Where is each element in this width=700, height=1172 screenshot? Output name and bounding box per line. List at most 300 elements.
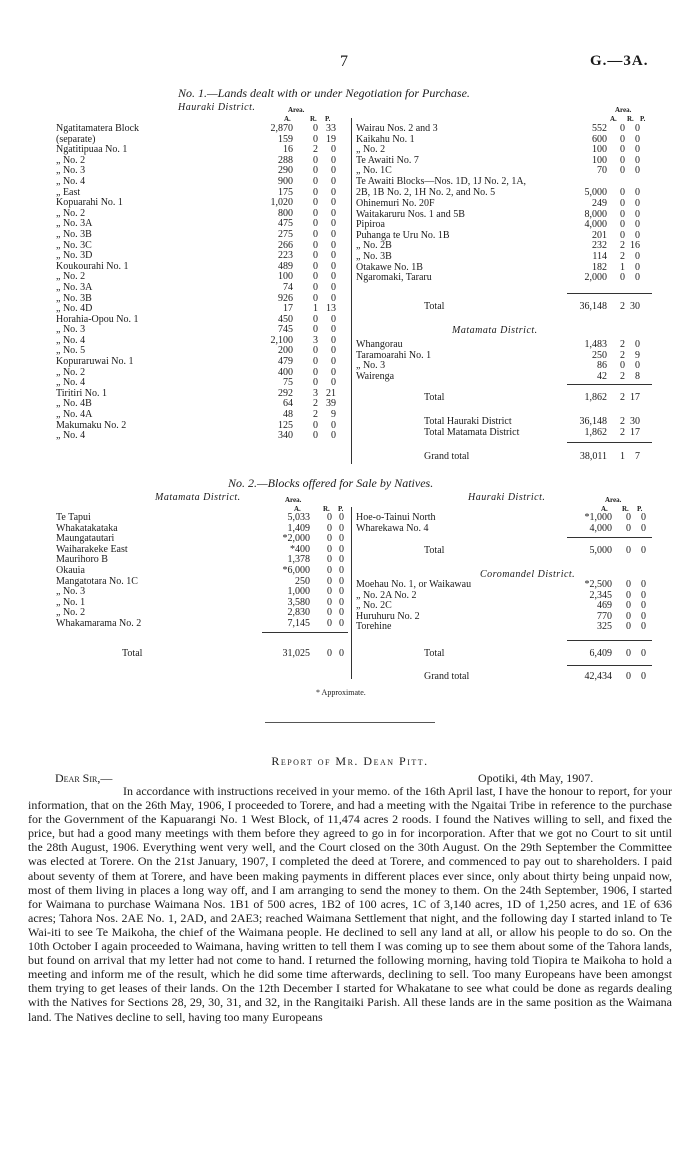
row-roods: 2 <box>620 349 625 361</box>
row-perches: 0 <box>331 313 336 325</box>
row-label: Maungatautari <box>56 533 115 545</box>
row-roods: 3 <box>313 334 318 346</box>
row-acres: 4,000 <box>589 522 612 534</box>
table2-grand-total-rule <box>567 665 652 666</box>
table-row <box>56 619 348 630</box>
row-acres: 290 <box>278 165 293 177</box>
row-perches: 0 <box>635 208 640 220</box>
row-label: „ No. 2 <box>56 207 86 219</box>
table2-left-col-r: R. <box>323 505 330 513</box>
table1-right-area-label: Area. <box>615 106 632 114</box>
row-perches: 0 <box>331 218 336 230</box>
row-roods: 0 <box>620 360 625 372</box>
row-roods: 2 <box>620 301 625 312</box>
table2-left-district: Matamata District. <box>155 492 241 503</box>
table-row <box>356 340 652 351</box>
row-acres: 5,033 <box>287 512 310 523</box>
row-label: Kopuarahi No. 1 <box>56 197 123 209</box>
row-label: Hoe-o-Tainui North <box>356 512 436 523</box>
table-row <box>356 210 652 221</box>
row-perches: 9 <box>331 409 336 421</box>
row-label: Makumaku No. 2 <box>56 419 127 431</box>
row-perches: 39 <box>326 398 336 410</box>
table1-title: No. 1.—Lands dealt with or under Negotiation for Purchase. <box>178 86 470 100</box>
table2-left-total-rule <box>262 632 348 633</box>
table-row <box>56 156 348 167</box>
row-acres: 86 <box>597 360 607 372</box>
table1-right-col-p: P. <box>640 115 646 123</box>
table2-coromandel-total-rule <box>567 640 652 641</box>
row-perches: 0 <box>635 219 640 231</box>
row-label: Ngatitamatera Block <box>56 123 140 134</box>
table-row <box>56 336 348 347</box>
table2-right-col-r: R. <box>622 505 629 513</box>
table2-coromandel-total <box>356 649 652 660</box>
row-label: Te Awaiti No. 7 <box>356 154 419 166</box>
row-acres: 475 <box>278 218 293 230</box>
row-acres: 75 <box>283 377 293 389</box>
row-label: „ No. 3 <box>356 360 386 372</box>
row-acres: 926 <box>278 292 293 304</box>
row-label: „ No. 4A <box>56 409 93 421</box>
row-roods: 0 <box>626 589 631 601</box>
row-acres: 6,409 <box>589 648 612 659</box>
row-label: „ No. 4 <box>56 175 86 187</box>
row-roods: 0 <box>313 123 318 134</box>
row-label: Wairau Nos. 2 and 3 <box>356 123 438 134</box>
row-acres: 900 <box>278 175 293 187</box>
row-perches: 0 <box>339 564 344 576</box>
table2-left-area-label: Area. <box>285 496 302 504</box>
row-acres: 1,862 <box>584 392 607 403</box>
table-row <box>56 421 348 432</box>
table1-matamata-total-rule <box>567 384 652 385</box>
row-perches: 0 <box>641 512 646 523</box>
row-label: Maurihoro B <box>56 554 108 566</box>
row-label: Taramoarahi No. 1 <box>356 349 432 361</box>
row-perches: 0 <box>339 575 344 587</box>
table2-right-col-p: P. <box>637 505 643 513</box>
row-perches: 0 <box>331 281 336 293</box>
row-perches: 0 <box>339 617 344 629</box>
table2-grand-total <box>356 672 652 683</box>
row-roods: 0 <box>313 239 318 251</box>
table2-right-area-label: Area. <box>605 496 622 504</box>
row-acres: 489 <box>278 260 293 272</box>
row-roods: 0 <box>620 198 625 209</box>
table2-left-col-p: P. <box>338 505 344 513</box>
row-roods: 0 <box>313 250 318 262</box>
row-acres: 340 <box>278 430 293 442</box>
row-roods: 0 <box>327 554 332 566</box>
table-row <box>356 156 652 167</box>
table1-hauraki-total-rule <box>567 293 652 294</box>
row-perches: 0 <box>641 589 646 601</box>
table-row <box>356 124 652 135</box>
row-roods: 0 <box>620 133 625 145</box>
table1-left-col-r: R. <box>310 115 317 123</box>
table-row <box>356 417 652 428</box>
row-roods: 0 <box>620 154 625 166</box>
row-roods: 0 <box>313 366 318 378</box>
row-label: Pipiroa <box>356 219 385 231</box>
table2-hauraki-list <box>356 513 652 534</box>
row-acres: 17 <box>283 303 293 315</box>
row-roods: 1 <box>620 451 625 462</box>
row-label: „ No. 4B <box>56 398 92 410</box>
row-perches: 0 <box>331 228 336 240</box>
row-perches: 0 <box>641 648 646 659</box>
row-acres: 70 <box>597 165 607 177</box>
row-roods: 1 <box>620 261 625 273</box>
row-roods: 0 <box>313 419 318 431</box>
table2-hauraki-total <box>356 546 652 557</box>
row-label: Kopuraruwai No. 1 <box>56 356 134 368</box>
row-acres: 7,145 <box>287 617 310 629</box>
row-label: Waitakaruru Nos. 1 and 5B <box>356 208 465 220</box>
table1-grand-total <box>356 452 652 463</box>
row-perches: 0 <box>331 292 336 304</box>
row-label: Kaikahu No. 1 <box>356 133 415 145</box>
row-roods: 0 <box>626 600 631 612</box>
table-row <box>56 209 348 220</box>
row-perches: 0 <box>331 377 336 389</box>
row-acres: 800 <box>278 207 293 219</box>
row-label: Otakawe No. 1B <box>356 261 423 273</box>
row-label: Waiharakeke East <box>56 543 128 555</box>
row-roods: 0 <box>626 512 631 523</box>
row-roods: 0 <box>626 621 631 633</box>
row-perches: 0 <box>339 533 344 545</box>
table2-hauraki-district: Hauraki District. <box>468 492 546 503</box>
row-perches: 0 <box>635 272 640 284</box>
row-label: „ No. 3 <box>56 586 86 598</box>
table-row <box>56 177 348 188</box>
row-acres: 288 <box>278 154 293 166</box>
table1-right-col-r: R. <box>627 115 634 123</box>
row-acres: 2,830 <box>287 607 310 619</box>
table1-divider <box>351 118 352 464</box>
table-row <box>56 389 348 400</box>
row-acres: 745 <box>278 324 293 336</box>
row-perches: 9 <box>635 349 640 361</box>
row-roods: 2 <box>313 144 318 156</box>
row-label: „ No. 3B <box>56 292 92 304</box>
row-label: Puhanga te Uru No. 1B <box>356 229 450 241</box>
row-perches: 0 <box>331 260 336 272</box>
row-label: Ohinemuri No. 20F <box>356 198 435 209</box>
row-perches: 0 <box>331 356 336 368</box>
row-label: Ngaromaki, Tararu <box>356 272 432 284</box>
row-roods: 2 <box>620 426 625 438</box>
row-perches: 0 <box>339 596 344 608</box>
row-perches: 0 <box>641 621 646 633</box>
row-acres: 4,000 <box>584 219 607 231</box>
row-label: „ No. 4 <box>56 430 86 442</box>
row-roods: 0 <box>327 512 332 523</box>
row-label: Ngatitipuaa No. 1 <box>56 144 128 156</box>
row-roods: 0 <box>313 430 318 442</box>
row-label: „ No. 3A <box>56 281 93 293</box>
table1-right-list-a <box>356 124 652 177</box>
row-label: „ No. 3C <box>56 239 92 251</box>
table-row <box>56 294 348 305</box>
row-perches: 0 <box>635 360 640 372</box>
row-label: Torehine <box>356 621 392 633</box>
row-acres: *400 <box>290 543 310 555</box>
row-perches: 0 <box>641 522 646 534</box>
row-perches: 16 <box>630 240 640 252</box>
row-perches: 21 <box>326 387 336 399</box>
row-label: Tiritiri No. 1 <box>56 387 108 399</box>
row-roods: 0 <box>313 313 318 325</box>
row-perches: 0 <box>331 324 336 336</box>
report-salutation: Dear Sir,— <box>55 771 113 785</box>
table-row <box>356 231 652 242</box>
row-acres: 159 <box>278 133 293 145</box>
report-title: Report of Mr. Dean Pitt. <box>271 754 429 768</box>
row-acres: 36,148 <box>579 416 607 427</box>
row-acres: 182 <box>592 261 607 273</box>
te-awaiti-acres: 5,000 <box>584 186 607 198</box>
table2-hauraki-total-rule <box>567 537 652 538</box>
row-label: Total <box>122 648 143 659</box>
row-label: Te Tapui <box>56 512 91 523</box>
row-acres: 552 <box>592 123 607 134</box>
row-roods: 0 <box>620 272 625 284</box>
row-perches: 0 <box>339 543 344 555</box>
row-roods: 0 <box>327 575 332 587</box>
row-perches: 0 <box>331 207 336 219</box>
row-roods: 0 <box>327 607 332 619</box>
row-perches: 0 <box>641 600 646 612</box>
row-acres: 1,000 <box>287 586 310 598</box>
row-acres: 770 <box>597 610 612 622</box>
row-perches: 0 <box>331 334 336 346</box>
row-label: „ No. 2A No. 2 <box>356 589 417 601</box>
row-roods: 2 <box>313 409 318 421</box>
row-label: Okauia <box>56 564 85 576</box>
row-roods: 1 <box>313 303 318 315</box>
row-roods: 0 <box>620 165 625 177</box>
te-awaiti-line-1: Te Awaiti Blocks—Nos. 1D, 1J No. 2, 1A, <box>356 176 527 187</box>
row-perches: 0 <box>635 165 640 177</box>
row-acres: *2,500 <box>584 579 612 590</box>
row-roods: 0 <box>313 175 318 187</box>
row-label: „ No. 1C <box>356 165 392 177</box>
row-acres: 292 <box>278 387 293 399</box>
row-roods: 2 <box>620 339 625 350</box>
table-row <box>356 428 652 439</box>
row-acres: 42 <box>597 370 607 382</box>
row-acres: 2,000 <box>584 272 607 284</box>
row-acres: 2,100 <box>270 334 293 346</box>
row-perches: 17 <box>630 392 640 403</box>
table2-left-col-a: A. <box>294 505 301 513</box>
row-perches: 30 <box>630 301 640 312</box>
table1-grand-total-rule <box>567 442 652 443</box>
row-label: (separate) <box>56 133 96 145</box>
row-roods: 0 <box>327 522 332 534</box>
row-roods: 0 <box>626 648 631 659</box>
row-label: „ No. 1 <box>56 596 86 608</box>
row-acres: 100 <box>278 271 293 283</box>
table-row <box>56 315 348 326</box>
row-perches: 0 <box>331 271 336 283</box>
table-row <box>56 283 348 294</box>
row-roods: 0 <box>313 228 318 240</box>
row-label: „ East <box>56 186 81 198</box>
row-roods: 2 <box>620 416 625 427</box>
table2-coromandel-district: Coromandel District. <box>480 569 576 580</box>
row-roods: 0 <box>327 596 332 608</box>
row-label: Whakatakataka <box>56 522 118 534</box>
row-label: „ No. 3 <box>56 324 86 336</box>
row-perches: 0 <box>635 123 640 134</box>
row-acres: 479 <box>278 356 293 368</box>
row-roods: 0 <box>620 123 625 134</box>
te-awaiti-perches: 0 <box>635 186 640 198</box>
row-label: „ No. 2 <box>356 144 386 156</box>
row-acres: 450 <box>278 313 293 325</box>
table2-coromandel-list <box>356 580 652 633</box>
row-acres: 1,409 <box>287 522 310 534</box>
table-row <box>356 622 652 633</box>
row-acres: 469 <box>597 600 612 612</box>
table-row <box>56 513 348 524</box>
row-perches: 0 <box>331 250 336 262</box>
row-roods: 3 <box>313 387 318 399</box>
table-row <box>356 199 652 210</box>
row-acres: 2,345 <box>589 589 612 601</box>
row-perches: 0 <box>339 586 344 598</box>
row-acres: 2,870 <box>270 123 293 134</box>
section-rule <box>265 722 435 723</box>
table1-hauraki-total <box>356 302 652 313</box>
row-roods: 0 <box>313 345 318 357</box>
row-label: Total <box>424 392 445 403</box>
row-perches: 0 <box>331 419 336 431</box>
report-place-date: Opotiki, 4th May, 1907. <box>478 771 594 785</box>
row-roods: 0 <box>313 165 318 177</box>
row-label: „ No. 2 <box>56 607 86 619</box>
row-roods: 0 <box>620 208 625 220</box>
row-perches: 0 <box>331 154 336 166</box>
row-perches: 0 <box>331 165 336 177</box>
row-acres: *1,000 <box>584 512 612 523</box>
row-perches: 7 <box>635 451 640 462</box>
row-perches: 0 <box>635 261 640 273</box>
row-roods: 0 <box>313 292 318 304</box>
row-label: „ No. 2 <box>56 366 86 378</box>
row-perches: 0 <box>635 339 640 350</box>
row-label: „ No. 2C <box>356 600 392 612</box>
row-acres: 74 <box>283 281 293 293</box>
row-acres: 36,148 <box>579 301 607 312</box>
row-label: Total Matamata District <box>424 426 520 438</box>
row-acres: 1,483 <box>584 339 607 350</box>
document-reference: G.—3A. <box>590 53 649 69</box>
row-acres: 1,862 <box>584 426 607 438</box>
row-roods: 0 <box>313 271 318 283</box>
table-row <box>56 124 348 135</box>
row-roods: 0 <box>313 260 318 272</box>
row-label: „ No. 3B <box>56 228 92 240</box>
row-roods: 0 <box>313 218 318 230</box>
table-row <box>56 325 348 336</box>
row-perches: 0 <box>641 579 646 590</box>
row-roods: 0 <box>313 281 318 293</box>
row-roods: 2 <box>620 370 625 382</box>
table-row <box>356 372 652 383</box>
row-roods: 0 <box>313 356 318 368</box>
table1-left-district: Hauraki District. <box>178 102 256 113</box>
row-acres: 249 <box>592 198 607 209</box>
row-label: Grand total <box>424 671 470 682</box>
row-label: Grand total <box>424 451 470 462</box>
row-perches: 8 <box>635 370 640 382</box>
row-acres: 1,020 <box>270 197 293 209</box>
row-roods: 0 <box>327 543 332 555</box>
row-acres: 64 <box>283 398 293 410</box>
row-perches: 0 <box>339 522 344 534</box>
table-row <box>356 513 652 524</box>
row-perches: 33 <box>326 123 336 134</box>
row-label: Whakamarama No. 2 <box>56 617 142 629</box>
row-roods: 0 <box>327 617 332 629</box>
row-roods: 0 <box>313 207 318 219</box>
row-perches: 0 <box>339 607 344 619</box>
table-row <box>356 252 652 263</box>
table-row <box>356 649 652 660</box>
row-label: Total <box>424 648 445 659</box>
row-perches: 30 <box>630 416 640 427</box>
row-acres: 1,378 <box>287 554 310 566</box>
row-acres: 200 <box>278 345 293 357</box>
table-row <box>56 431 348 442</box>
row-roods: 0 <box>313 377 318 389</box>
row-roods: 0 <box>327 533 332 545</box>
te-awaiti-line-2: 2B, 1B No. 2, 1H No. 2, and No. 5 <box>356 186 496 198</box>
row-acres: 42,434 <box>584 671 612 682</box>
row-acres: 38,011 <box>579 451 607 462</box>
table-row <box>56 198 348 209</box>
row-acres: *6,000 <box>282 564 310 576</box>
row-perches: 0 <box>635 154 640 166</box>
table-row <box>56 230 348 241</box>
table-row <box>356 241 652 252</box>
table-row <box>356 393 652 404</box>
table1-right-list-b <box>356 199 652 284</box>
row-acres: 114 <box>592 250 607 262</box>
table2-title: No. 2.—Blocks offered for Sale by Natives. <box>228 476 434 490</box>
report-body: In accordance with instructions received in your memo. of the 16th April last, I have the honour to report, for your information, that on the 26th May, 1906, I proceeded to Torere, and had a meeting with the Ngaitai Tribe in reference to the purchase for the Government of the Kapuarangi No. 1 West Block, of 11,474 acres 2 roods. I found the Natives willing to sell, and fixed the price, but had a good many meetings with them before they agreed to go in for incorporation. After that we got no Court to sit until the 28th August, 1906. Everything went very well, and the Court closed on the 30th August. On the 29th September the Committee was elected at Torere. On the 21st January, 1907, I completed the deed at Torere, and commenced to pay out to shareholders. I paid about seventy of them at Torere, and have been making payments in different places ever since, only about thirty being unpaid now, most of them living in places a long way off, and I am arranging to send the money to them. On the 24th September, 1906, I started for Waimana to purchase Waimana Nos. 1B1 of 500 acres, 1B2 of 100 acres, 1C of 3,140 acres, 1D of 1,250 acres, and 1E of 636 acres; Tahora Nos. 2AE No. 1, 2AD, and 2AE3; reached Waimana Settlement that night, and the following day I started inland to Te Wai-iti to see Te Maikoha, the chief of the Waimana people. He declined to sell any land at all, or allow his people to do so. On the 10th October I again proceeded to Waimana, having written to tell them I was coming up to see them about some of the Tahora lands, but found on arrival that my letter had not come to hand. I returned the following morning, having told Tiopira te Maikoha to hold a meeting and inform me of the result, which he did some time afterwards, declining to sell. Too many Europeans have been amongst them trying to get leases of their lands. On the 12th December I started for Whakatane to see what could be done as regards dealing with the Natives for Sections 28, 29, 30, 31, and 32, in the Rangitaiki Parish. All these lands are in the same position as the Waimana land. The Natives decline to sell, having too many Europeans <box>28 784 672 1024</box>
table-row <box>356 672 652 683</box>
row-roods: 0 <box>313 186 318 198</box>
row-acres: 232 <box>592 240 607 252</box>
table-row <box>56 219 348 230</box>
row-perches: 0 <box>339 554 344 566</box>
row-acres: 223 <box>278 250 293 262</box>
table-row <box>56 566 348 577</box>
row-acres: 125 <box>278 419 293 431</box>
table-row <box>356 452 652 463</box>
row-roods: 0 <box>626 610 631 622</box>
row-label: Koukourahi No. 1 <box>56 260 129 272</box>
table2-left-total <box>56 649 348 660</box>
table1-left-col-a: A. <box>284 115 291 123</box>
te-awaiti-roods: 0 <box>620 186 625 198</box>
